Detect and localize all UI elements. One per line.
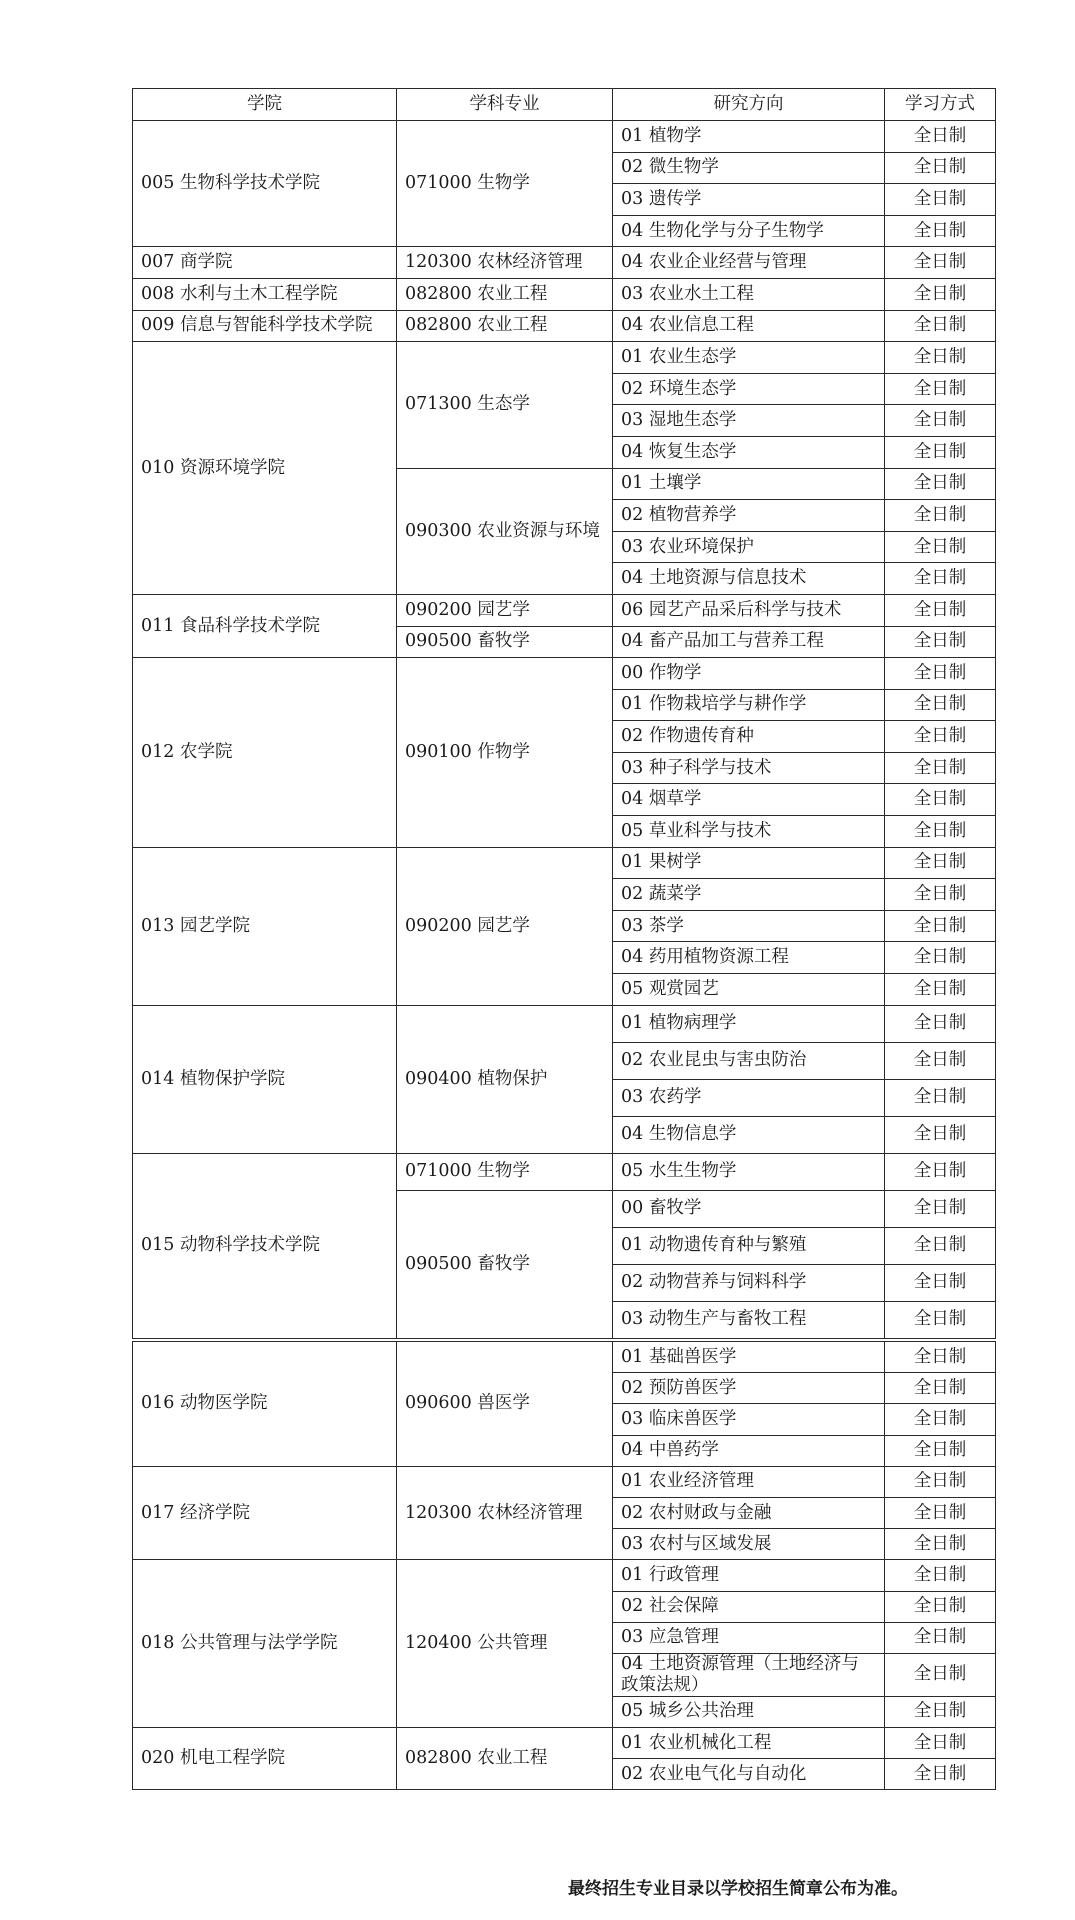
study-mode-cell: 全日制 bbox=[885, 1116, 996, 1153]
study-mode-cell: 全日制 bbox=[885, 1373, 996, 1404]
study-mode-cell: 全日制 bbox=[885, 1404, 996, 1435]
college-cell: 018 公共管理与法学学院 bbox=[133, 1560, 397, 1728]
table-row bbox=[133, 1342, 996, 1373]
major-cell: 090500 畜牧学 bbox=[397, 1190, 613, 1338]
study-mode-cell: 全日制 bbox=[885, 721, 996, 753]
program-table-2 bbox=[132, 1341, 996, 1790]
direction-cell: 03 农村与区域发展 bbox=[613, 1529, 885, 1560]
study-mode-cell: 全日制 bbox=[885, 121, 996, 153]
direction-cell: 03 农业环境保护 bbox=[613, 531, 885, 563]
major-cell: 120300 农林经济管理 bbox=[397, 1466, 613, 1560]
direction-cell: 04 中兽药学 bbox=[613, 1435, 885, 1466]
direction-cell: 04 农业企业经营与管理 bbox=[613, 247, 885, 279]
major-cell: 090200 园艺学 bbox=[397, 847, 613, 1005]
study-mode-cell: 全日制 bbox=[885, 1653, 996, 1696]
direction-cell: 01 土壤学 bbox=[613, 468, 885, 500]
header-major: 学科专业 bbox=[397, 89, 613, 121]
major-cell: 090200 园艺学 bbox=[397, 594, 613, 626]
direction-cell: 03 茶学 bbox=[613, 910, 885, 942]
table-row bbox=[133, 310, 996, 342]
study-mode-cell: 全日制 bbox=[885, 1153, 996, 1190]
direction-cell: 02 动物营养与饲料科学 bbox=[613, 1264, 885, 1301]
college-cell: 017 经济学院 bbox=[133, 1466, 397, 1560]
direction-cell: 03 农药学 bbox=[613, 1079, 885, 1116]
direction-cell: 02 农业昆虫与害虫防治 bbox=[613, 1042, 885, 1079]
major-cell: 071300 生态学 bbox=[397, 342, 613, 468]
direction-cell: 04 恢复生态学 bbox=[613, 436, 885, 468]
direction-cell: 01 基础兽医学 bbox=[613, 1342, 885, 1373]
major-cell: 082800 农业工程 bbox=[397, 278, 613, 310]
study-mode-cell: 全日制 bbox=[885, 405, 996, 437]
direction-cell: 03 动物生产与畜牧工程 bbox=[613, 1301, 885, 1338]
table-row bbox=[133, 342, 996, 374]
table-row bbox=[133, 1153, 996, 1190]
header-mode: 学习方式 bbox=[885, 89, 996, 121]
direction-cell: 02 农业电气化与自动化 bbox=[613, 1759, 885, 1790]
study-mode-cell: 全日制 bbox=[885, 1435, 996, 1466]
college-cell: 020 机电工程学院 bbox=[133, 1728, 397, 1790]
study-mode-cell: 全日制 bbox=[885, 1696, 996, 1727]
study-mode-cell: 全日制 bbox=[885, 1622, 996, 1653]
major-cell: 090300 农业资源与环境 bbox=[397, 468, 613, 594]
study-mode-cell: 全日制 bbox=[885, 1497, 996, 1528]
table-row bbox=[133, 594, 996, 626]
direction-cell: 04 农业信息工程 bbox=[613, 310, 885, 342]
study-mode-cell: 全日制 bbox=[885, 847, 996, 879]
study-mode-cell: 全日制 bbox=[885, 626, 996, 658]
direction-cell: 02 农村财政与金融 bbox=[613, 1497, 885, 1528]
study-mode-cell: 全日制 bbox=[885, 215, 996, 247]
direction-cell: 03 应急管理 bbox=[613, 1622, 885, 1653]
study-mode-cell: 全日制 bbox=[885, 247, 996, 279]
direction-cell: 01 植物病理学 bbox=[613, 1005, 885, 1042]
table-body-1 bbox=[133, 121, 996, 1339]
footnote: 最终招生专业目录以学校招生简章公布为准。 bbox=[568, 1879, 908, 1899]
direction-cell: 03 农业水土工程 bbox=[613, 278, 885, 310]
study-mode-cell: 全日制 bbox=[885, 373, 996, 405]
major-cell: 082800 农业工程 bbox=[397, 310, 613, 342]
direction-cell: 01 动物遗传育种与繁殖 bbox=[613, 1227, 885, 1264]
college-cell: 010 资源环境学院 bbox=[133, 342, 397, 595]
direction-cell: 05 草业科学与技术 bbox=[613, 816, 885, 848]
table-row bbox=[133, 1005, 996, 1042]
direction-cell: 00 作物学 bbox=[613, 658, 885, 690]
study-mode-cell: 全日制 bbox=[885, 342, 996, 374]
study-mode-cell: 全日制 bbox=[885, 879, 996, 911]
study-mode-cell: 全日制 bbox=[885, 563, 996, 595]
study-mode-cell: 全日制 bbox=[885, 278, 996, 310]
college-cell: 013 园艺学院 bbox=[133, 847, 397, 1005]
major-cell: 120400 公共管理 bbox=[397, 1560, 613, 1728]
direction-cell: 01 植物学 bbox=[613, 121, 885, 153]
study-mode-cell: 全日制 bbox=[885, 1227, 996, 1264]
study-mode-cell: 全日制 bbox=[885, 1466, 996, 1497]
direction-cell: 03 临床兽医学 bbox=[613, 1404, 885, 1435]
major-cell: 090100 作物学 bbox=[397, 658, 613, 848]
direction-cell: 02 植物营养学 bbox=[613, 500, 885, 532]
study-mode-cell: 全日制 bbox=[885, 1079, 996, 1116]
study-mode-cell: 全日制 bbox=[885, 1042, 996, 1079]
direction-cell: 01 行政管理 bbox=[613, 1560, 885, 1591]
major-cell: 090500 畜牧学 bbox=[397, 626, 613, 658]
direction-cell: 00 畜牧学 bbox=[613, 1190, 885, 1227]
major-cell: 071000 生物学 bbox=[397, 121, 613, 247]
direction-cell: 02 蔬菜学 bbox=[613, 879, 885, 911]
study-mode-cell: 全日制 bbox=[885, 816, 996, 848]
major-cell: 082800 农业工程 bbox=[397, 1728, 613, 1790]
study-mode-cell: 全日制 bbox=[885, 689, 996, 721]
college-cell: 007 商学院 bbox=[133, 247, 397, 279]
direction-cell: 04 土地资源与信息技术 bbox=[613, 563, 885, 595]
table-row bbox=[133, 1466, 996, 1497]
study-mode-cell: 全日制 bbox=[885, 942, 996, 974]
direction-cell: 05 观赏园艺 bbox=[613, 974, 885, 1006]
program-table-1 bbox=[132, 88, 996, 1339]
study-mode-cell: 全日制 bbox=[885, 1591, 996, 1622]
direction-cell: 03 遗传学 bbox=[613, 184, 885, 216]
college-cell: 016 动物医学院 bbox=[133, 1342, 397, 1467]
study-mode-cell: 全日制 bbox=[885, 1560, 996, 1591]
study-mode-cell: 全日制 bbox=[885, 1342, 996, 1373]
study-mode-cell: 全日制 bbox=[885, 752, 996, 784]
direction-cell: 01 农业机械化工程 bbox=[613, 1728, 885, 1759]
study-mode-cell: 全日制 bbox=[885, 1759, 996, 1790]
college-cell: 005 生物科学技术学院 bbox=[133, 121, 397, 247]
direction-cell: 06 园艺产品采后科学与技术 bbox=[613, 594, 885, 626]
direction-cell: 03 湿地生态学 bbox=[613, 405, 885, 437]
college-cell: 008 水利与土木工程学院 bbox=[133, 278, 397, 310]
table-row bbox=[133, 121, 996, 153]
study-mode-cell: 全日制 bbox=[885, 1190, 996, 1227]
table-body-2 bbox=[133, 1342, 996, 1790]
table-row bbox=[133, 278, 996, 310]
study-mode-cell: 全日制 bbox=[885, 658, 996, 690]
major-cell: 090600 兽医学 bbox=[397, 1342, 613, 1467]
direction-cell: 04 畜产品加工与营养工程 bbox=[613, 626, 885, 658]
study-mode-cell: 全日制 bbox=[885, 436, 996, 468]
direction-cell: 01 农业生态学 bbox=[613, 342, 885, 374]
direction-cell: 04 药用植物资源工程 bbox=[613, 942, 885, 974]
study-mode-cell: 全日制 bbox=[885, 910, 996, 942]
direction-cell: 03 种子科学与技术 bbox=[613, 752, 885, 784]
study-mode-cell: 全日制 bbox=[885, 1005, 996, 1042]
study-mode-cell: 全日制 bbox=[885, 594, 996, 626]
direction-cell: 02 环境生态学 bbox=[613, 373, 885, 405]
study-mode-cell: 全日制 bbox=[885, 1529, 996, 1560]
table-row bbox=[133, 1728, 996, 1759]
college-cell: 011 食品科学技术学院 bbox=[133, 594, 397, 657]
direction-cell: 04 生物信息学 bbox=[613, 1116, 885, 1153]
study-mode-cell: 全日制 bbox=[885, 500, 996, 532]
table-row bbox=[133, 247, 996, 279]
table-header-row bbox=[133, 89, 996, 121]
direction-cell: 02 预防兽医学 bbox=[613, 1373, 885, 1404]
direction-cell: 02 社会保障 bbox=[613, 1591, 885, 1622]
study-mode-cell: 全日制 bbox=[885, 1301, 996, 1338]
direction-cell: 01 果树学 bbox=[613, 847, 885, 879]
direction-cell: 05 水生生物学 bbox=[613, 1153, 885, 1190]
study-mode-cell: 全日制 bbox=[885, 1264, 996, 1301]
study-mode-cell: 全日制 bbox=[885, 310, 996, 342]
study-mode-cell: 全日制 bbox=[885, 974, 996, 1006]
header-direction: 研究方向 bbox=[613, 89, 885, 121]
study-mode-cell: 全日制 bbox=[885, 184, 996, 216]
college-cell: 014 植物保护学院 bbox=[133, 1005, 397, 1153]
study-mode-cell: 全日制 bbox=[885, 784, 996, 816]
direction-cell: 05 城乡公共治理 bbox=[613, 1696, 885, 1727]
table-row bbox=[133, 847, 996, 879]
college-cell: 012 农学院 bbox=[133, 658, 397, 848]
direction-cell: 04 生物化学与分子生物学 bbox=[613, 215, 885, 247]
major-cell: 120300 农林经济管理 bbox=[397, 247, 613, 279]
major-cell: 071000 生物学 bbox=[397, 1153, 613, 1190]
direction-cell: 04 土地资源管理（土地经济与政策法规） bbox=[613, 1653, 885, 1696]
direction-cell: 02 微生物学 bbox=[613, 152, 885, 184]
college-cell: 015 动物科学技术学院 bbox=[133, 1153, 397, 1338]
study-mode-cell: 全日制 bbox=[885, 152, 996, 184]
direction-cell: 02 作物遗传育种 bbox=[613, 721, 885, 753]
direction-cell: 01 作物栽培学与耕作学 bbox=[613, 689, 885, 721]
direction-cell: 01 农业经济管理 bbox=[613, 1466, 885, 1497]
major-cell: 090400 植物保护 bbox=[397, 1005, 613, 1153]
direction-cell: 04 烟草学 bbox=[613, 784, 885, 816]
study-mode-cell: 全日制 bbox=[885, 1728, 996, 1759]
table-row bbox=[133, 658, 996, 690]
table-row bbox=[133, 1560, 996, 1591]
header-college: 学院 bbox=[133, 89, 397, 121]
college-cell: 009 信息与智能科学技术学院 bbox=[133, 310, 397, 342]
study-mode-cell: 全日制 bbox=[885, 531, 996, 563]
study-mode-cell: 全日制 bbox=[885, 468, 996, 500]
